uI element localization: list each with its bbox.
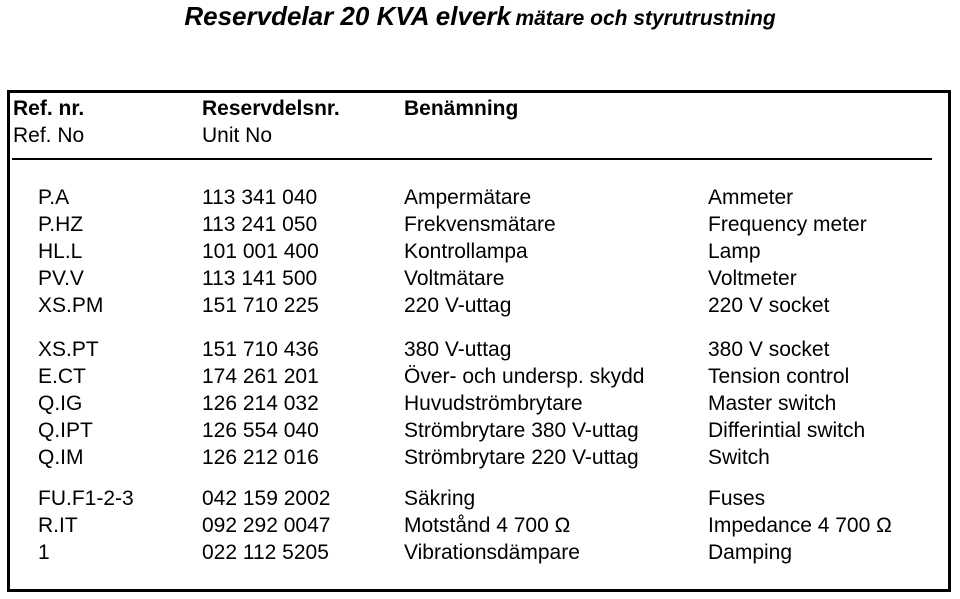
row-name-sv: Frekvensmätare — [404, 213, 556, 236]
row-ref: Q.IG — [38, 392, 83, 415]
header-ref-nr: Ref. nr. — [13, 97, 85, 120]
row-unit-no: 022 112 5205 — [202, 541, 329, 564]
row-ref: XS.PM — [38, 294, 104, 317]
row-ref: HL.L — [38, 240, 83, 263]
row-unit-no: 151 710 436 — [202, 338, 319, 361]
header-name: Benämning — [404, 97, 519, 120]
row-unit-no: 126 554 040 — [202, 419, 319, 442]
row-name-sv: 220 V-uttag — [404, 294, 512, 317]
row-name-sv: Ampermätare — [404, 186, 532, 209]
row-ref: Q.IM — [38, 446, 84, 469]
row-ref: XS.PT — [38, 338, 99, 361]
title-main: Reservdelar 20 KVA elverk — [184, 1, 511, 31]
row-ref: E.CT — [38, 365, 86, 388]
page-title — [0, 0, 960, 37]
row-unit-no: 151 710 225 — [202, 294, 319, 317]
row-name-en: Switch — [708, 446, 770, 469]
row-name-en: Lamp — [708, 240, 761, 263]
row-unit-no: 113 341 040 — [202, 186, 318, 209]
row-ref: R.IT — [38, 514, 78, 537]
row-name-sv: Huvudströmbrytare — [404, 392, 583, 415]
row-name-sv: Motstånd 4 700 Ω — [404, 514, 571, 537]
row-unit-no: 126 212 016 — [202, 446, 319, 469]
row-unit-no: 101 001 400 — [202, 240, 319, 263]
row-ref: PV.V — [38, 267, 84, 290]
row-unit-no: 113 141 500 — [202, 267, 318, 290]
header-ref-no: Ref. No — [13, 124, 85, 147]
row-unit-no: 174 261 201 — [202, 365, 319, 388]
row-ref: FU.F1-2-3 — [38, 487, 134, 510]
row-ref: 1 — [38, 541, 50, 564]
row-name-en: Differintial switch — [708, 419, 866, 442]
row-name-sv: 380 V-uttag — [404, 338, 512, 361]
row-ref: Q.IPT — [38, 419, 93, 442]
row-name-en: Damping — [708, 541, 793, 564]
row-name-sv: Strömbrytare 380 V-uttag — [404, 419, 639, 442]
row-unit-no: 113 241 050 — [202, 213, 318, 236]
row-name-sv: Vibrationsdämpare — [404, 541, 580, 564]
row-name-en: Fuses — [708, 487, 766, 510]
header-unit-nr: Reservdelsnr. — [202, 97, 340, 120]
header-separator — [12, 158, 932, 160]
row-name-sv: Över- och undersp. skydd — [404, 365, 645, 388]
header-unit-no: Unit No — [202, 124, 273, 147]
row-ref: P.HZ — [38, 213, 84, 236]
row-name-sv: Voltmätare — [404, 267, 505, 290]
row-unit-no: 126 214 032 — [202, 392, 319, 415]
row-name-sv: Kontrollampa — [404, 240, 528, 263]
title-subtitle: mätare och styrutrustning — [515, 7, 776, 30]
row-name-en: Voltmeter — [708, 267, 797, 290]
row-name-en: 380 V socket — [708, 338, 830, 361]
row-unit-no: 042 159 2002 — [202, 487, 331, 510]
row-name-en: Ammeter — [708, 186, 794, 209]
row-name-en: Master switch — [708, 392, 837, 415]
row-name-sv: Säkring — [404, 487, 476, 510]
row-name-sv: Strömbrytare 220 V-uttag — [404, 446, 639, 469]
row-unit-no: 092 292 0047 — [202, 514, 331, 537]
row-name-en: Impedance 4 700 Ω — [708, 514, 892, 537]
row-name-en: Frequency meter — [708, 213, 867, 236]
row-name-en: 220 V socket — [708, 294, 830, 317]
row-name-en: Tension control — [708, 365, 850, 388]
row-ref: P.A — [38, 186, 70, 209]
